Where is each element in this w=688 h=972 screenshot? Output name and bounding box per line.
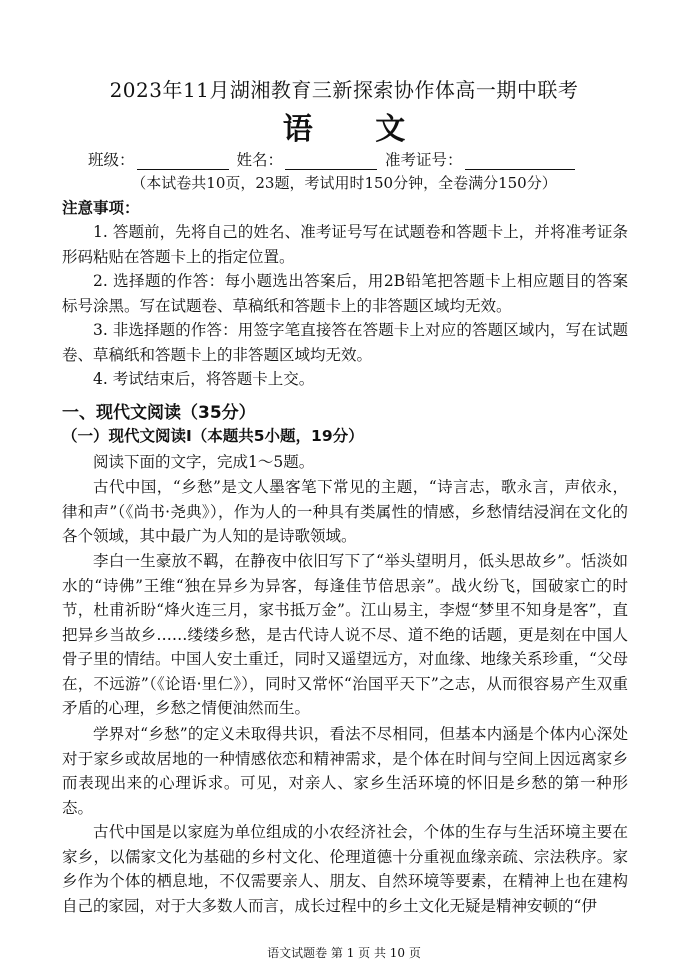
name-blank [285, 153, 377, 170]
class-label: 班级： [88, 151, 135, 169]
student-info-line [88, 148, 608, 170]
exam-note: （本试卷共10页，23题，考试用时150分钟，全卷满分150分） [131, 174, 557, 192]
page-footer: 语文试题卷 第 1 页 共 10 页 [267, 946, 421, 960]
reading-instruction: 阅读下面的文字，完成1～5题。 [93, 453, 315, 471]
subject-title: 语 文 [282, 112, 432, 147]
exam-title: 2023年11月湖湘教育三新探索协作体高一期中联考 [109, 78, 579, 102]
exam-id-blank [465, 153, 575, 170]
passage-paragraph: 古代中国，“乡愁”是文人墨客笔下常见的主题，“诗言志，歌永言，声依永，律和声”（《尚书·尧典》），作为人的一种具有类属性的情感，乡愁情结浸润在文化的各个领域，其中最广为人知的是诗歌领域。 [62, 478, 628, 545]
name-label: 姓名： [236, 151, 284, 169]
class-blank [137, 153, 229, 170]
notice-item: 3. 非选择题的作答：用签字笔直接答在答题卡上对应的答题区域内，写在试题卷、草稿纸和答题卡上的非答题区域均无效。 [62, 321, 628, 364]
section-heading: 一、现代文阅读（35分） [62, 403, 256, 423]
passage-paragraph: 学界对“乡愁”的定义未取得共识，看法不尽相同，但基本内涵是个体内心深处对于家乡或故居地的一种情感依恋和精神需求，是个体在时间与空间上因远离家乡而表现出来的心理诉求。可见，对亲人、家乡生活环境的怀旧是乡愁的第一种形态。 [62, 725, 628, 817]
subsection-heading: （一）现代文阅读Ⅰ（本题共5小题，19分） [62, 427, 364, 445]
notice-item: 2. 选择题的作答：每小题选出答案后，用2B铅笔把答题卡上相应题目的答案标号涂黑。写在试题卷、草稿纸和答题卡上的非答题区域均无效。 [62, 272, 628, 315]
passage-paragraph: 李白一生豪放不羁，在静夜中依旧写下了“举头望明月，低头思故乡”。恬淡如水的“诗佛”王维“独在异乡为异客，每逢佳节倍思亲”。战火纷飞，国破家亡的时节，杜甫祈盼“烽火连三月，家书抵万金”。江山易主，李煜“梦里不知身是客”，直把异乡当故乡……缕缕乡愁，是古代诗人说不尽、道不绝的话题，更是刻在中国人骨子里的情结。中国人安土重迁，同时又遥望远方，对血缘、地缘关系珍重，“父母在，不远游”（《论语·里仁》），同时又常怀“治国平天下”之志，从而很容易产生双重矛盾的心理，乡愁之情便油然而生。 [62, 552, 628, 717]
notice-item: 1. 答题前，先将自己的姓名、准考证号写在试题卷和答题卡上，并将准考证条形码粘贴在答题卡上的指定位置。 [62, 223, 628, 266]
notice-item: 4. 考试结束后，将答题卡上交。 [93, 370, 315, 388]
passage-paragraph: 古代中国是以家庭为单位组成的小农经济社会，个体的生存与生活环境主要在家乡，以儒家文化为基础的乡村文化、伦理道德十分重视血缘亲疏、宗法秩序。家乡作为个体的栖息地，不仅需要亲人、朋友、自然环境等要素，在精神上也在建构自己的家园，对于大多数人而言，成长过程中的乡土文化无疑是精神安顿的“伊 [62, 823, 628, 915]
notice-heading: 注意事项： [62, 198, 140, 217]
exam-id-label: 准考证号： [385, 151, 463, 169]
